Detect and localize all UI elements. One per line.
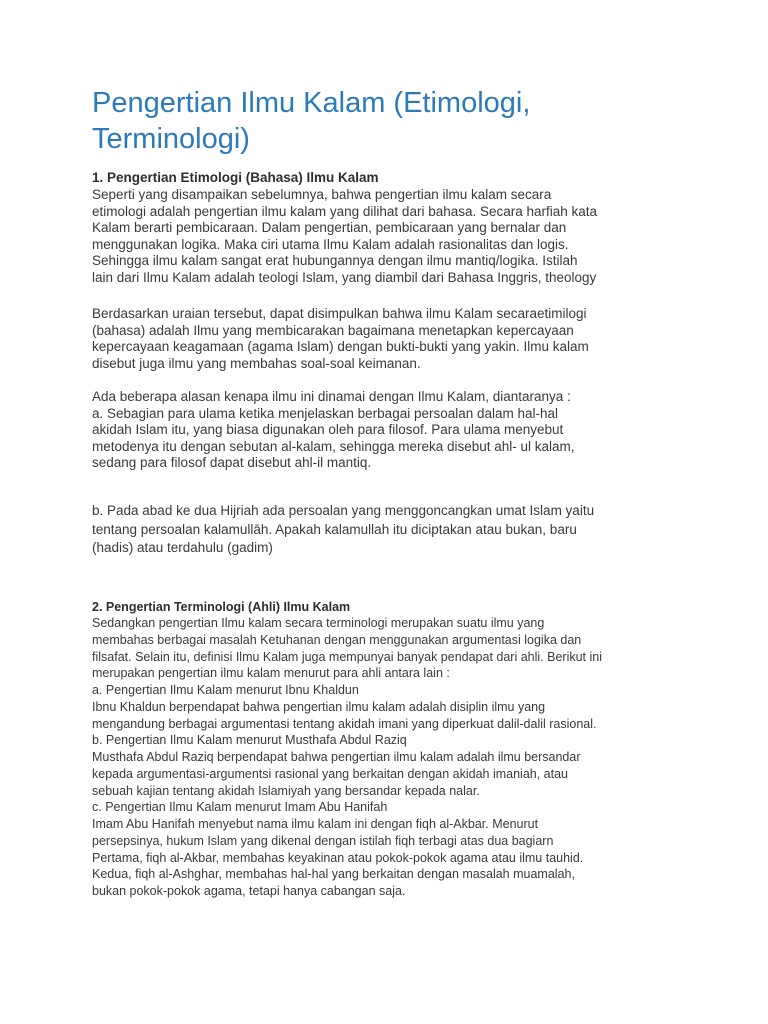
section-1-paragraph-4 [92,502,692,558]
text-line: merupakan pengertian ilmu kalam menurut para ahli antara lain : [92,666,450,681]
text-line: tentang persoalan kalamullāh. Apakah kalamullah itu diciptakan atau bukan, baru [92,521,577,537]
section-1-paragraph-3 [92,389,692,472]
text-line: Musthafa Abdul Raziq berpendapat bahwa pengertian ilmu kalam adalah ilmu bersandar [92,750,581,764]
document-page [92,85,692,898]
text-line: Berdasarkan uraian tersebut, dapat disimpulkan bahwa ilmu Kalam secaraetimilogi [92,306,587,321]
text-line: membahas berbagai masalah Ketuhanan dengan menggunakan argumentasi logika dan [92,632,582,647]
text-line: persepsinya, hukum Islam yang dikenal dengan istilah fiqh terbagi atas dua bagiarn [92,833,554,848]
text-line: Kalam berarti pembicaraan. Dalam pengertian, pembicaraan yang bernalar dan [92,220,567,235]
text-line: b. Pengertian Ilmu Kalam menurut Musthafa Abdul Raziq [92,733,407,748]
text-line: kepada argumentasi-argumentsi rasional yang berkaitan dengan akidah imaniah, atau [92,766,569,781]
text-line: Sedangkan pengertian Ilmu kalam secara terminologi merupakan suatu ilmu yang [92,616,545,630]
text-line: Seperti yang disampaikan sebelumnya, bahwa pengertian ilmu kalam secara [92,187,552,202]
text-line: Sehingga ilmu kalam sangat erat hubungannya dengan ilmu mantiq/logika. Istilah [92,253,578,268]
text-line: b. Pada abad ke dua Hijriah ada persoalan yang menggoncangkan umat Islam yaitu [92,503,595,518]
text-line: sebuah kajian tentang akidah Islamiyah yang bersandar kepada nalar. [92,783,480,798]
text-line: Imam Abu Hanifah menyebut nama ilmu kalam ini dengan fiqh al-Akbar. Menurut [92,817,539,831]
text-line: a. Sebagian para ulama ketika menjelaskan berbagai persoalan dalam hal-hal [92,405,559,421]
text-line: disebut juga ilmu yang membahas soal-soal keimanan. [92,355,421,371]
text-line: metodenya itu dengan sebutan al-kalam, sehingga mereka disebut ahl- ul kalam, [92,438,575,454]
text-line: c. Pengertian Ilmu Kalam menurut Imam Abu Hanifah [92,800,388,815]
text-line: menggunakan logika. Maka ciri utama Ilmu Kalam adalah rasionalitas dan logis. [92,236,569,252]
section-1-paragraph-1 [92,187,692,286]
section-2-body [92,615,692,900]
text-line: Ada beberapa alasan kenapa ilmu ini dinamai dengan Ilmu Kalam, diantaranya : [92,389,571,404]
text-line: filsafat. Selain itu, definisi Ilmu Kalam juga mempunyai banyak pendapat dari ahli. Berikut ini [92,649,602,664]
text-line: etimologi adalah pengertian ilmu kalam yang dilihat dari bahasa. Secara harfiah kata [92,203,598,219]
text-line: akidah Islam itu, yang biasa digunakan oleh para filosof. Para ulama menyebut [92,422,564,437]
text-line: Pertama, fiqh al-Akbar, membahas keyakinan atau pokok-pokok agama atau ilmu tauhid. [92,850,584,865]
text-line: lain dari Ilmu Kalam adalah teologi Islam, yang diambil dari Bahasa Inggris, theology [92,269,597,285]
text-line: bukan pokok-pokok agama, tetapi hanya cabangan saja. [92,884,406,898]
text-line: Kedua, fiqh al-Ashghar, membahas hal-hal yang berkaitan dengan masalah muamalah, [92,867,575,882]
section-1-heading: 1. Pengertian Etimologi (Bahasa) Ilmu Kalam [92,170,379,185]
section-1-paragraph-2 [92,306,692,372]
text-line: (hadis) atau terdahulu (gadim) [92,540,273,555]
text-line: a. Pengertian Ilmu Kalam menurut Ibnu Khaldun [92,683,359,697]
page-title: Pengertian Ilmu Kalam (Etimologi, Terminologi) [92,87,531,155]
text-line: mengandung berbagai argumentasi tentang akidah imani yang diperkuat dalil-dalil rasional. [92,716,597,731]
text-line: sedang para filosof dapat disebut ahl-il mantiq. [92,455,372,470]
text-line: kepercayaan keagamaan (agama Islam) dengan bukti-bukti yang yakin. Ilmu kalam [92,339,589,354]
text-line: Ibnu Khaldun berpendapat bahwa pengertian ilmu kalam adalah disiplin ilmu yang [92,699,546,714]
section-2-heading: 2. Pengertian Terminologi (Ahli) Ilmu Kalam [92,600,351,614]
text-line: (bahasa) adalah Ilmu yang membicarakan bagaimana menetapkan kepercayaan [92,322,574,338]
